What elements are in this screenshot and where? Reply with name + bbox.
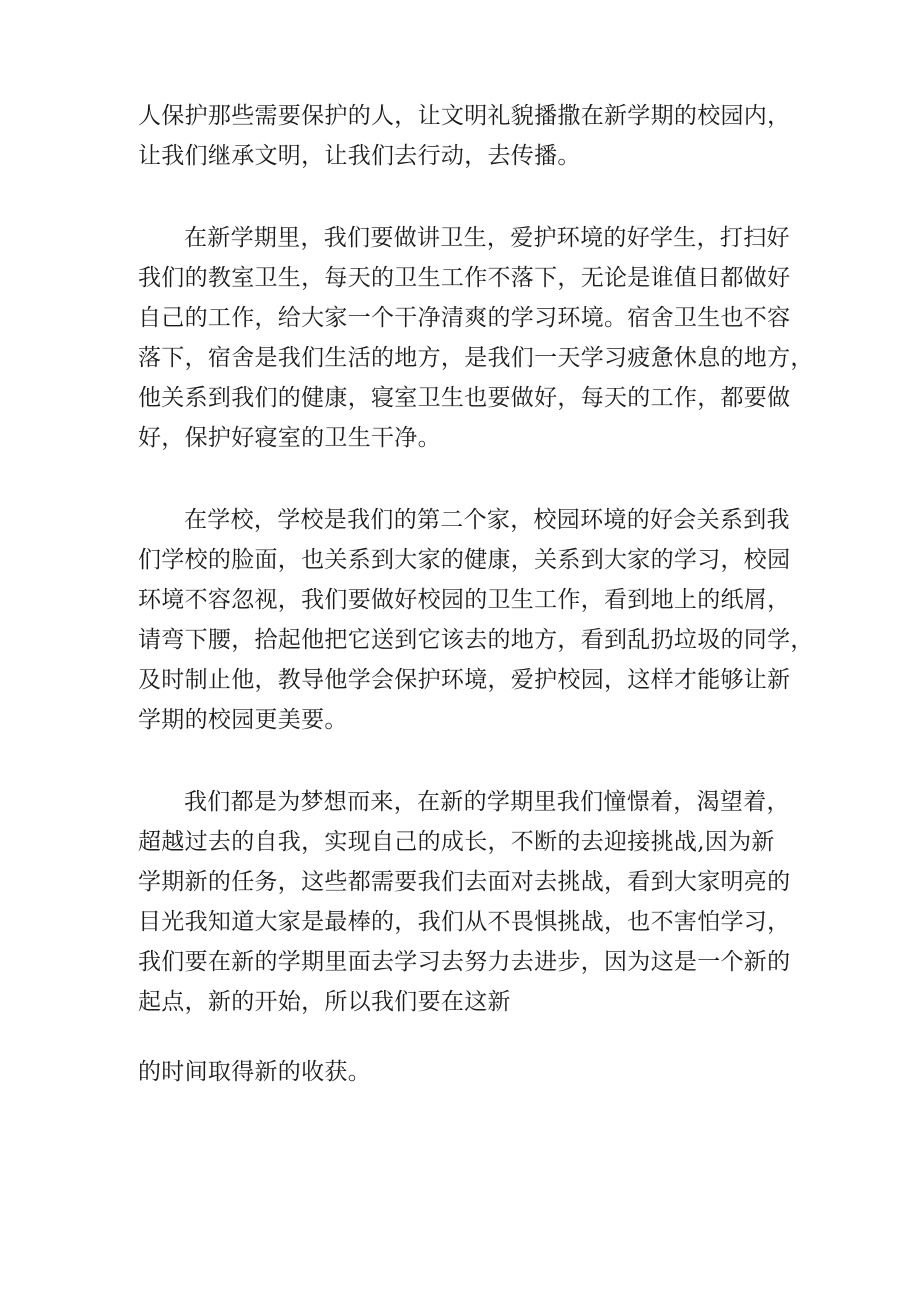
paragraph-line: 及时制止他，教导他学会保护环境，爱护校园，这样才能够让新 xyxy=(138,667,791,693)
paragraph-4 xyxy=(138,782,791,1022)
paragraph-line: 在新学期里，我们要做讲卫生，爱护环境的好学生，打扫好 xyxy=(184,225,790,251)
paragraph-line: 请弯下腰，拾起他把它送到它该去的地方，看到乱扔垃圾的同学， xyxy=(138,627,814,653)
paragraph-1 xyxy=(138,96,791,176)
paragraph-line: 自己的工作，给大家一个干净清爽的学习环境。宿舍卫生也不容 xyxy=(138,305,791,331)
paragraph-line: 让我们继承文明，让我们去行动，去传播。 xyxy=(138,143,581,169)
paragraph-spacer xyxy=(138,458,788,500)
paragraph-spacer xyxy=(138,176,788,218)
paragraph-5 xyxy=(138,1052,788,1092)
paragraph-line: 落下，宿舍是我们生活的地方，是我们一天学习疲惫休息的地方， xyxy=(138,345,814,371)
paragraph-line: 人保护那些需要保护的人，让文明礼貌播撒在新学期的校园内， xyxy=(138,103,791,129)
paragraph-line: 学期的校园更美要。 xyxy=(138,707,348,733)
paragraph-line: 我们都是为梦想而来，在新的学期里我们憧憬着，渴望着， xyxy=(184,789,790,815)
paragraph-line: 环境不容忽视，我们要做好校园的卫生工作，看到地上的纸屑， xyxy=(138,587,791,613)
paragraph-spacer xyxy=(138,740,788,782)
paragraph-line: 在学校，学校是我们的第二个家，校园环境的好会关系到我 xyxy=(184,507,790,533)
paragraph-line: 们学校的脸面，也关系到大家的健康，关系到大家的学习，校园 xyxy=(138,547,791,573)
paragraph-line: 我们的教室卫生，每天的卫生工作不落下，无论是谁值日都做好 xyxy=(138,265,791,291)
paragraph-line: 目光我知道大家是最棒的，我们从不畏惧挑战，也不害怕学习， xyxy=(138,909,791,935)
paragraph-line: 的时间取得新的收获。 xyxy=(138,1059,371,1085)
paragraph-line: 学期新的任务，这些都需要我们去面对去挑战，看到大家明亮的 xyxy=(138,869,791,895)
document-body xyxy=(138,96,814,1092)
paragraph-spacer xyxy=(138,1022,788,1052)
paragraph-3 xyxy=(138,500,814,740)
paragraph-line: 他关系到我们的健康，寝室卫生也要做好，每天的工作，都要做 xyxy=(138,385,791,411)
paragraph-line: 起点，新的开始，所以我们要在这新 xyxy=(138,989,511,1015)
paragraph-line: 好，保护好寝室的卫生干净。 xyxy=(138,425,441,451)
paragraph-line: 超越过去的自我，实现自己的成长，不断的去迎接挑战,因为新 xyxy=(138,829,775,855)
paragraph-2 xyxy=(138,218,814,458)
paragraph-line: 我们要在新的学期里面去学习去努力去进步，因为这是一个新的 xyxy=(138,949,791,975)
